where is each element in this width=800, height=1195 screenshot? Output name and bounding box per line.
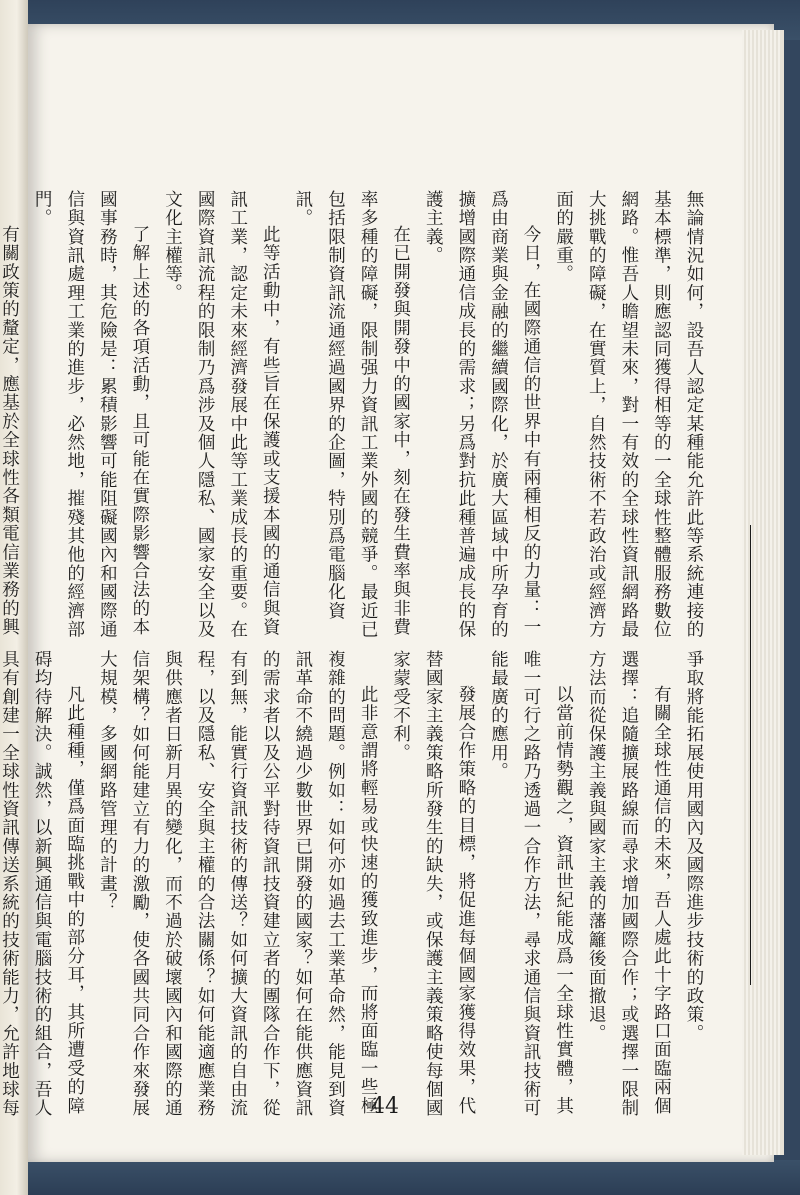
lower-text-block [0,650,710,1130]
paragraph-2: 今日，在國際通信的世界中有兩種相反的力量：一爲由商業與金融的繼續國際化，於廣大區域中所孕育的擴增國際通信成長的需求；另爲對抗此種普遍成長的保護主義。 [423,190,542,639]
paragraph-6: 有關政策的釐定，應基於全球性各類電信業務的興 [0,225,20,637]
paragraph-8: 爭取將能拓展使用國內及國際進步技術的政策。 [684,650,704,1043]
paragraph-12: 此非意謂將輕易或快速的獲致進步，而將面臨一些極複雜的問題。例如：如何亦如過去工業革命然，能見到資訊革命不繞過少數世界已開發的國家？如何在能供應資訊的需求者以及公平對待資訊技資建立者的團隊合作下，從有到無，能實行資訊技術的傳送？如何擴大資訊的自由流程，以及隱私、安全與主權的合法關係？如何能適應業務與供應者日新月異的變化，而不過於破壞國內和國際的通信架構？如何能建立有力的激勵，使各國共同合作來發展大規模，多國網路管理的計畫？ [97,650,379,1118]
page-edge-shadow-line [750,525,751,985]
paragraph-11: 發展合作策略的目標，將促進每個國家獲得效果，代替國家主義策略所發生的缺失，或保護主義策略使每個國家蒙受不利。 [390,650,476,1118]
paragraph-13: 凡此種種，僅爲面臨挑戰中的部分耳，其所遭受的障碍均待解決。誠然，以新興通信與電腦技術的組合，吾人具有創建一全球性資訊傳送系統的技術能力，允許地球每 [0,650,85,1118]
paragraph-10: 以當前情勢觀之，資訊世紀能成爲一全球性實體，其唯一可行之路乃透過一合作方法，尋求通信與資訊技術可能最廣的應用。 [488,650,574,1118]
upper-text-block [0,190,710,646]
page-number: 44 [371,1094,399,1119]
paragraph-9: 有關全球性通信的未來，吾人處此十字路口面臨兩個選擇：追隨擴展路線而尋求增加國際合作；或選擇一限制方法而從保護主義與國家主義的藩籬後面撤退。 [586,650,672,1118]
paragraph-5: 了解上述的各項活動，且可能在實際影響合法的本國事務時，其危險是：累積影響可能阻礙國內和國際通信與資訊處理工業的進步，必然地，摧殘其他的經濟部門。 [32,190,150,639]
paragraph-3: 在已開發與開發中的國家中，刻在發生費率與非費率多種的障礙，限制强力資訊工業外國的競爭。最近已包括限制資訊流通經過國界的企圖，特別爲電腦化資訊。 [292,190,411,639]
paragraph-4: 此等活動中，有些旨在保護或支援本國的通信與資訊工業，認定未來經濟發展中此等工業成長的重要。在國際資訊流程的限制乃爲涉及個人隱私、國家安全以及文化主權等。 [162,190,281,639]
book-cover-bottom [0,1160,800,1195]
paragraph-1: 無論情況如何，設吾人認定某種能允許此等系統連接的基本標準，則應認同獲得相等的一全球性整體服務數位網路。惟吾人瞻望未來，對一有效的全球性資訊網路最大挑戰的障礙，在實質上，自然技術不若政治或經濟方面的嚴重。 [553,190,704,639]
page-stack-edges [742,30,784,1155]
